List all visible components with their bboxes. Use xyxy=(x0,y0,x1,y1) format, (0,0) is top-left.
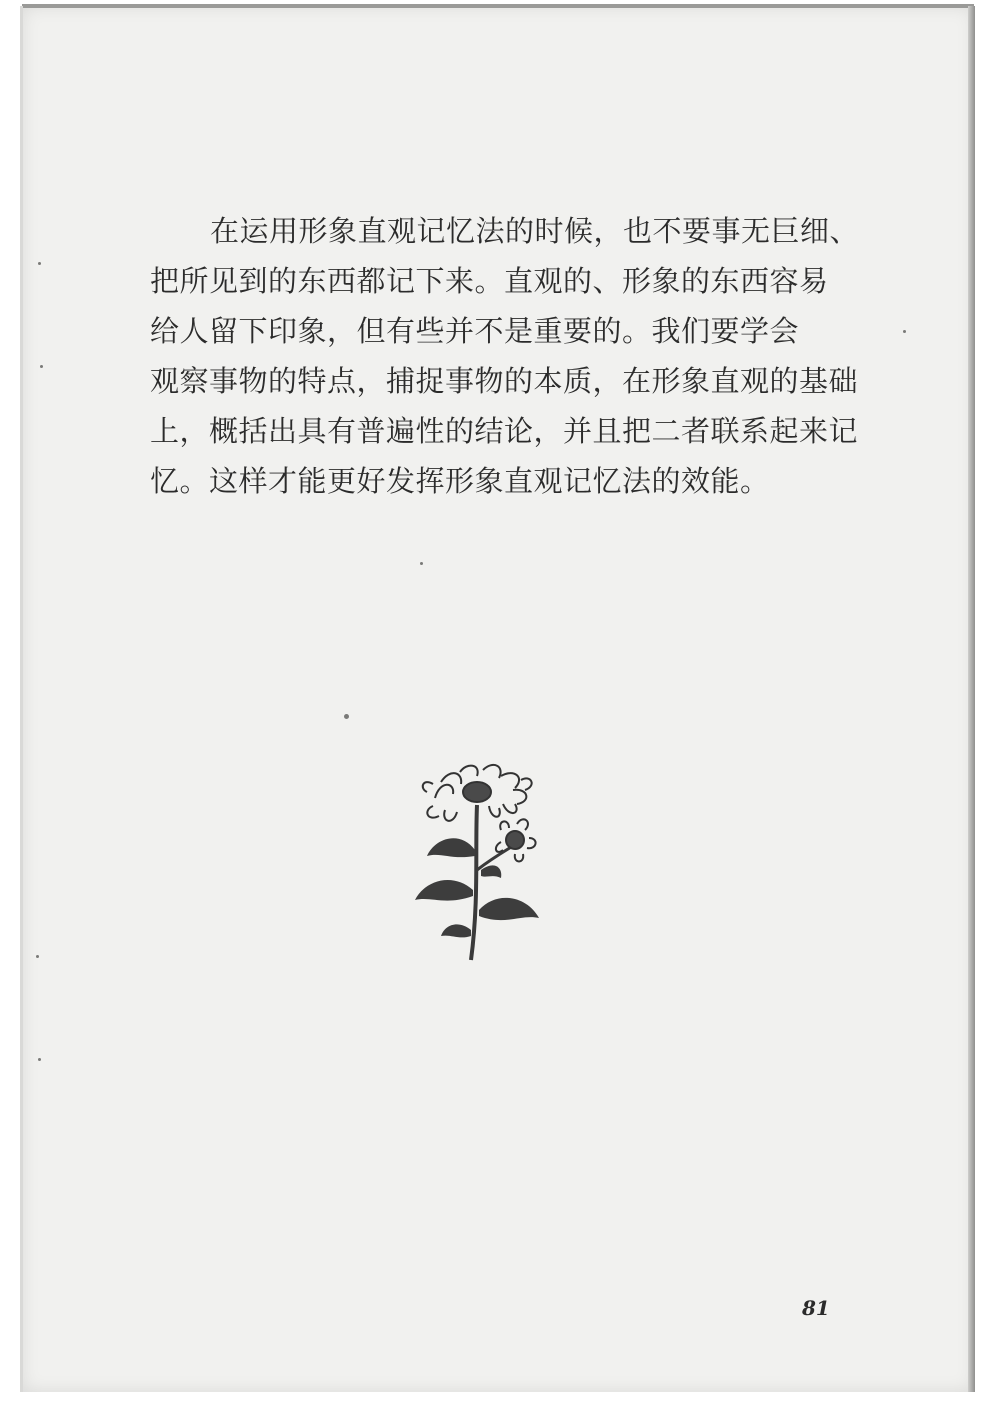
paper-right-edge xyxy=(968,6,975,1392)
body-paragraph xyxy=(150,206,870,506)
paragraph-line: 上，概括出具有普遍性的结论，并且把二者联系起来记 xyxy=(150,414,859,448)
chrysanthemum-illustration xyxy=(405,760,550,965)
paper-top-edge xyxy=(22,4,974,8)
dust-speck xyxy=(40,365,43,368)
dust-speck xyxy=(38,262,41,265)
page-number: 81 xyxy=(802,1296,830,1320)
dust-speck xyxy=(36,955,39,958)
paragraph-line: 观察事物的特点，捕捉事物的本质，在形象直观的基础 xyxy=(150,364,859,398)
paragraph-line: 把所见到的东西都记下来。直观的、形象的东西容易 xyxy=(150,264,829,298)
paper-left-edge xyxy=(20,6,23,1392)
paragraph-line: 忆。这样才能更好发挥形象直观记忆法的效能。 xyxy=(150,464,770,498)
paragraph-line: 在运用形象直观记忆法的时候，也不要事无巨细、 xyxy=(210,214,860,248)
dust-speck xyxy=(344,714,349,719)
paragraph-line: 给人留下印象，但有些并不是重要的。我们要学会 xyxy=(150,314,800,348)
dust-speck xyxy=(420,562,423,565)
dust-speck xyxy=(38,1058,41,1061)
dust-speck xyxy=(903,330,906,333)
